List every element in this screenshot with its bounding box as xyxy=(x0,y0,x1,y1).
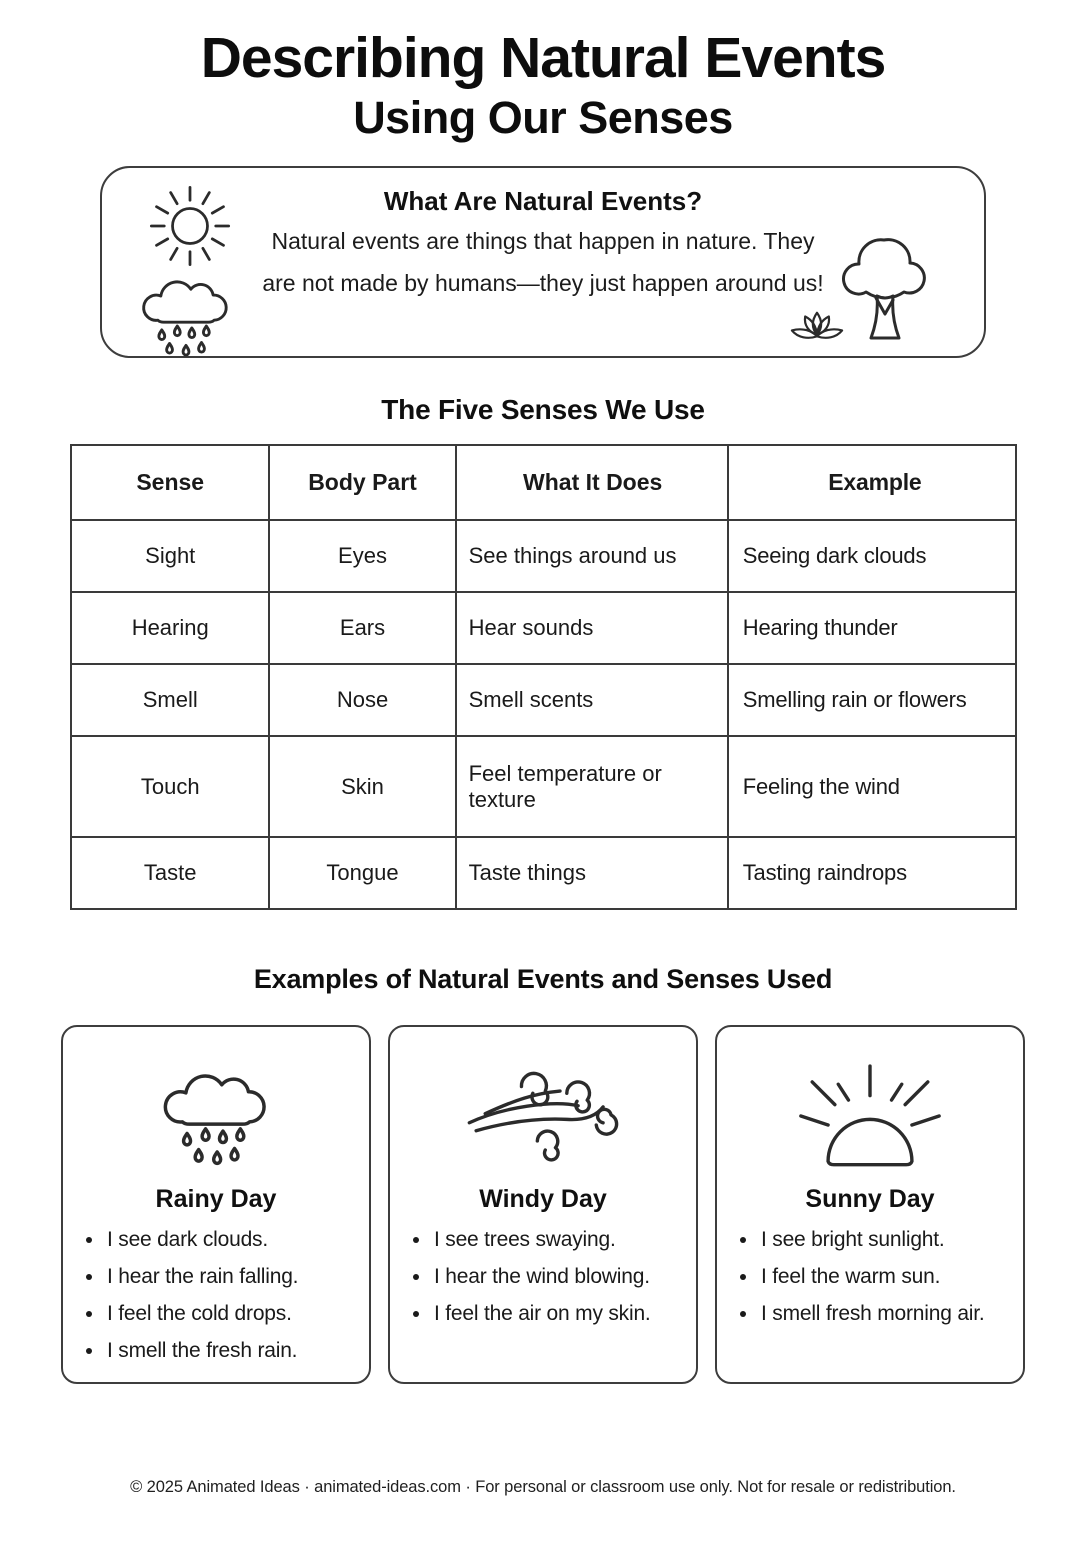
cell-example: Seeing dark clouds xyxy=(728,520,1016,592)
cell-sense: Taste xyxy=(71,837,269,909)
rain-cloud-icon xyxy=(130,266,242,358)
card-bullet: • I feel the air on my skin. xyxy=(432,1296,686,1333)
cell-sense: Touch xyxy=(71,736,269,837)
card-title: Sunny Day xyxy=(805,1185,935,1213)
card-rainy-day xyxy=(61,1025,371,1384)
tree-icon xyxy=(834,220,936,354)
info-box-body: Natural events are things that happen in nature. They are not made by humans—they just happen around us! xyxy=(262,228,824,296)
cell-sense: Sight xyxy=(71,520,269,592)
cell-what-it-does: Smell scents xyxy=(456,664,728,736)
card-bullet: • I feel the cold drops. xyxy=(105,1296,359,1333)
cell-body-part: Eyes xyxy=(269,520,455,592)
cell-body-part: Skin xyxy=(269,736,455,837)
cell-sense: Smell xyxy=(71,664,269,736)
card-bullet: • I feel the warm sun. xyxy=(759,1259,1013,1296)
cell-what-it-does: Hear sounds xyxy=(456,592,728,664)
card-bullet-list xyxy=(400,1222,686,1333)
table-row xyxy=(71,664,1016,736)
cell-example: Feeling the wind xyxy=(728,736,1016,837)
cell-example: Hearing thunder xyxy=(728,592,1016,664)
card-sunny-day xyxy=(715,1025,1025,1384)
card-windy-day xyxy=(388,1025,698,1384)
card-bullet: • I hear the rain falling. xyxy=(105,1259,359,1296)
table-row xyxy=(71,520,1016,592)
sunrise-icon xyxy=(727,1041,1013,1183)
col-header-example: Example xyxy=(728,445,1016,520)
rain-cloud-icon xyxy=(73,1041,359,1183)
card-bullet: • I see trees swaying. xyxy=(432,1222,686,1259)
page-subtitle: Using Our Senses xyxy=(353,92,733,143)
cell-body-part: Nose xyxy=(269,664,455,736)
cell-example: Smelling rain or flowers xyxy=(728,664,1016,736)
card-bullet: • I see bright sunlight. xyxy=(759,1222,1013,1259)
cell-sense: Hearing xyxy=(71,592,269,664)
info-box xyxy=(100,166,986,358)
table-header-row xyxy=(71,445,1016,520)
col-header-body-part: Body Part xyxy=(269,445,455,520)
page-title: Describing Natural Events xyxy=(200,26,886,90)
card-bullet-list xyxy=(73,1222,359,1370)
cell-body-part: Ears xyxy=(269,592,455,664)
copyright-footer: © 2025 Animated Ideas · animated-ideas.com · For personal or classroom use only. Not for resale or redistribution. xyxy=(130,1478,956,1496)
card-bullet: • I smell fresh morning air. xyxy=(759,1296,1013,1333)
sun-icon xyxy=(144,180,236,272)
card-bullet: • I see dark clouds. xyxy=(105,1222,359,1259)
cell-what-it-does: See things around us xyxy=(456,520,728,592)
example-cards xyxy=(61,1025,1025,1384)
table-section-title: The Five Senses We Use xyxy=(381,394,705,425)
cell-body-part: Tongue xyxy=(269,837,455,909)
card-bullet: • I hear the wind blowing. xyxy=(432,1259,686,1296)
card-bullet-list xyxy=(727,1222,1013,1333)
col-header-sense: Sense xyxy=(71,445,269,520)
cell-what-it-does: Feel temperature or texture xyxy=(456,736,728,837)
card-title: Windy Day xyxy=(479,1185,607,1213)
wind-icon xyxy=(400,1041,686,1183)
cell-example: Tasting raindrops xyxy=(728,837,1016,909)
card-title: Rainy Day xyxy=(155,1185,277,1213)
five-senses-table xyxy=(70,444,1017,910)
table-row xyxy=(71,592,1016,664)
cell-what-it-does: Taste things xyxy=(456,837,728,909)
examples-section-title: Examples of Natural Events and Senses Used xyxy=(253,964,833,994)
card-bullet: • I smell the fresh rain. xyxy=(105,1333,359,1370)
table-row xyxy=(71,736,1016,837)
lotus-icon xyxy=(786,308,848,350)
table-row xyxy=(71,837,1016,909)
col-header-what-it-does: What It Does xyxy=(456,445,728,520)
info-box-heading: What Are Natural Events? xyxy=(383,186,703,216)
